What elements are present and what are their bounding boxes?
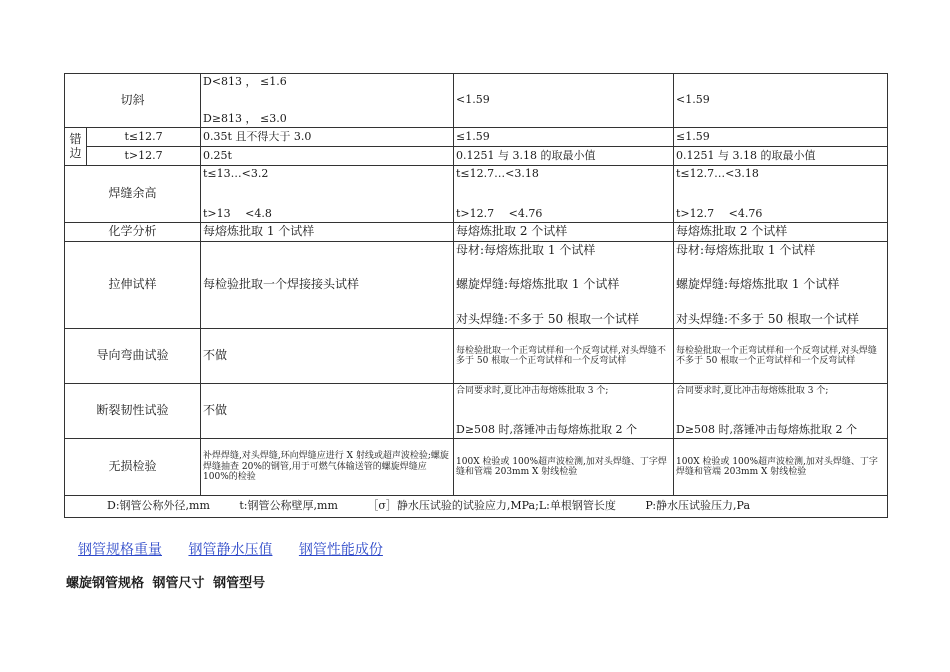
- misalign-sub2-c1: 0.25t: [201, 147, 454, 166]
- tensile-c3-line3: 对头焊缝:不多于 50 根取一个试样: [676, 311, 859, 326]
- tensile-c3-line1: 母材:每熔炼批取 1 个试样: [676, 242, 816, 257]
- bend-label: 导向弯曲试验: [65, 329, 201, 384]
- row-bend: [65, 329, 888, 384]
- reinforcement-c3-line1: t≤12.7…<3.18: [676, 166, 759, 180]
- toughness-c3-line1: 合同要求时,夏比冲击每熔炼批取 3 个;: [676, 385, 829, 396]
- chemical-label: 化学分析: [65, 223, 201, 242]
- ndt-c2: 100X 检验或 100%超声波检测,加对头焊缝、丁字焊缝和管端 203mm X 射线检验: [454, 439, 674, 496]
- keyword-tags: [66, 572, 269, 591]
- reinforcement-c2: [454, 166, 674, 223]
- row-toughness: [65, 384, 888, 439]
- link-pipe-composition[interactable]: 钢管性能成份: [298, 542, 383, 558]
- footnote-sigma: ［σ］静水压试验的试验应力,MPa;L:单根钢管长度: [367, 499, 616, 513]
- bend-c3: 每检验批取一个正弯试样和一个反弯试样,对头焊缝不多于 50 根取一个正弯试样和一个反弯试样: [674, 329, 888, 384]
- bevel-label: 切斜: [65, 74, 201, 128]
- tensile-c2-line2: 螺旋焊缝:每熔炼批取 1 个试样: [456, 277, 620, 292]
- reinforcement-c2-line2: t>12.7 <4.76: [456, 206, 543, 220]
- tensile-c3: [674, 242, 888, 329]
- row-bevel: [65, 74, 888, 128]
- bevel-c2: <1.59: [454, 74, 674, 128]
- toughness-c3: [674, 384, 888, 439]
- bevel-c1-line2: D≥813 ， ≤3.0: [203, 111, 287, 125]
- misalign-sub1-c1: 0.35t 且不得大于 3.0: [201, 128, 454, 147]
- reinforcement-c1-line2: t>13 <4.8: [203, 206, 272, 220]
- toughness-c3-line2: D≥508 时,落锤冲击每熔炼批取 2 个: [676, 422, 858, 436]
- chemical-c1: 每熔炼批取 1 个试样: [201, 223, 454, 242]
- tag-spiral-pipe-spec: 螺旋钢管规格: [66, 576, 145, 591]
- row-ndt: [65, 439, 888, 496]
- row-misalign-1: [65, 128, 888, 147]
- toughness-label: 断裂韧性试验: [65, 384, 201, 439]
- misalign-sub2-c3: 0.1251 与 3.18 的取最小值: [674, 147, 888, 166]
- row-footnote: [65, 496, 888, 518]
- bend-c2: 每检验批取一个正弯试样和一个反弯试样,对头焊缝不多于 50 根取一个正弯试样和一个反弯试样: [454, 329, 674, 384]
- footnote: [65, 496, 888, 518]
- row-misalign-2: [65, 147, 888, 166]
- toughness-c2-line1: 合同要求时,夏比冲击每熔炼批取 3 个;: [456, 385, 609, 396]
- toughness-c2: [454, 384, 674, 439]
- footnote-d: D:钢管公称外径,mm: [107, 499, 210, 513]
- bevel-c1: [201, 74, 454, 128]
- tag-pipe-model: 钢管型号: [213, 576, 266, 591]
- ndt-c3: 100X 检验或 100%超声波检测,加对头焊缝、丁字焊缝和管端 203mm X 射线检验: [674, 439, 888, 496]
- tensile-c1: 每检验批取一个焊接接头试样: [201, 242, 454, 329]
- misalign-label: 错边: [65, 128, 87, 166]
- bevel-c1-line1: D<813 ， ≤1.6: [203, 74, 287, 88]
- spec-table: [64, 73, 888, 518]
- reinforcement-c1-line1: t≤13…<3.2: [203, 166, 269, 180]
- link-pipe-spec-weight[interactable]: 钢管规格重量: [78, 542, 162, 558]
- chemical-c2: 每熔炼批取 2 个试样: [454, 223, 674, 242]
- footnote-t: t:钢管公称壁厚,mm: [239, 499, 338, 513]
- tag-pipe-size: 钢管尺寸: [152, 576, 205, 591]
- row-reinforcement: [65, 166, 888, 223]
- chemical-c3: 每熔炼批取 2 个试样: [674, 223, 888, 242]
- ndt-label: 无损检验: [65, 439, 201, 496]
- row-tensile: [65, 242, 888, 329]
- reinforcement-c1: [201, 166, 454, 223]
- misalign-sub1-c2: ≤1.59: [454, 128, 674, 147]
- bevel-c3: <1.59: [674, 74, 888, 128]
- tensile-c3-line2: 螺旋焊缝:每熔炼批取 1 个试样: [676, 277, 840, 292]
- toughness-c1: 不做: [201, 384, 454, 439]
- tensile-c2-line1: 母材:每熔炼批取 1 个试样: [456, 242, 596, 257]
- reinforcement-c2-line1: t≤12.7…<3.18: [456, 166, 539, 180]
- tensile-c2: [454, 242, 674, 329]
- related-links: [78, 539, 405, 559]
- footnote-p: P:静水压试验压力,Pa: [645, 499, 751, 513]
- misalign-sub2-c2: 0.1251 与 3.18 的取最小值: [454, 147, 674, 166]
- reinforcement-c3: [674, 166, 888, 223]
- reinforcement-c3-line2: t>12.7 <4.76: [676, 206, 763, 220]
- tensile-c2-line3: 对头焊缝:不多于 50 根取一个试样: [456, 311, 639, 326]
- misalign-sub1-label: t≤12.7: [87, 128, 201, 147]
- misalign-sub2-label: t>12.7: [87, 147, 201, 166]
- misalign-sub1-c3: ≤1.59: [674, 128, 888, 147]
- bend-c1: 不做: [201, 329, 454, 384]
- reinforcement-label: 焊缝余高: [65, 166, 201, 223]
- row-chemical: [65, 223, 888, 242]
- tensile-label: 拉伸试样: [65, 242, 201, 329]
- link-pipe-hydrostatic[interactable]: 钢管静水压值: [188, 542, 273, 558]
- toughness-c2-line2: D≥508 时,落锤冲击每熔炼批取 2 个: [456, 422, 638, 436]
- ndt-c1: 补焊焊缝,对头焊缝,环向焊缝应进行 X 射线或超声波检验;螺旋焊缝抽查 20%的钢管,用于可燃气体输送管的螺旋焊缝应 100%的检验: [201, 439, 454, 496]
